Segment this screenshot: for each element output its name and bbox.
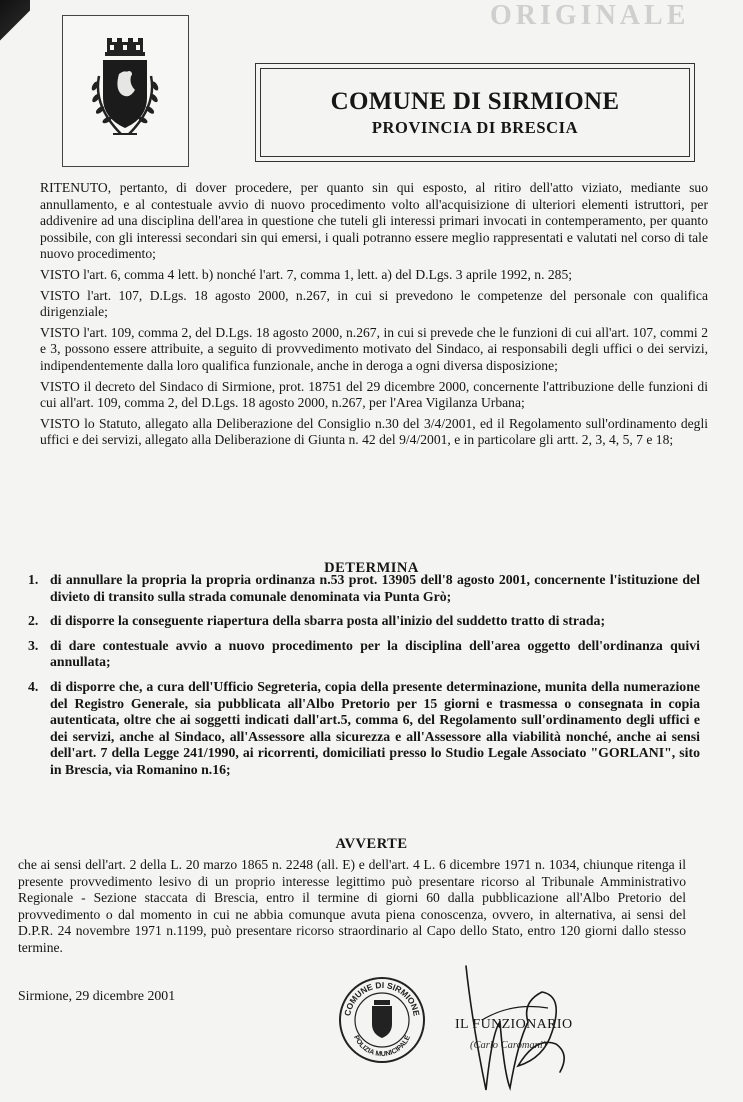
handwritten-signature-icon (452, 962, 582, 1097)
paragraph-visto-4: VISTO il decreto del Sindaco di Sirmione, prot. 18751 del 29 dicembre 2000, concernente l'attribuzione delle funzioni di cui all'art. 109, comma 2, del D.Lgs. 18 agosto 2000, n.267, per l'Area Vigilanza Urbana; (40, 378, 708, 411)
determina-item (28, 572, 700, 605)
preamble (40, 180, 708, 453)
paragraph-ritenuto: RITENUTO, pertanto, di dover procedere, per quanto sin qui esposto, al ritiro dell'atto viziato, mediante suo annullamento, e al contestuale avvio di nuovo procedimento volto all'acquisizione di ulteriori elementi istruttori, per addivenire ad una disciplina dell'area in questione che tuteli gli interessi primari invocati in contemperamento, per quanto possibile, con gli interessi secondari sin qui emersi, i quali potranno essere meglio rappresentati e valutati nel corso di tale nuovo procedimento; (40, 180, 708, 262)
municipality-title: COMUNE DI SIRMIONE (330, 88, 620, 115)
document-date: Sirmione, 29 dicembre 2001 (18, 988, 176, 1003)
paragraph-visto-3: VISTO l'art. 109, comma 2, del D.Lgs. 18 agosto 2000, n.267, in cui si prevede che le funzioni di cui all'art. 107, commi 2 e 3, possono essere attribuite, a seguito di provvedimento motivato del Sindaco, ai responsabili degli uffici o dei servizi, indipendentemente dalla loro qualifica funzionale, anche in deroga a ogni diversa disposizione; (40, 324, 708, 373)
coat-of-arms-frame (62, 15, 189, 167)
avverte-heading: AVVERTE (335, 836, 408, 852)
determina-item (28, 613, 700, 630)
signer-name: (Carlo Caromani) (470, 1040, 547, 1051)
header-frame (255, 63, 695, 162)
paragraph-visto-5: VISTO lo Statuto, allegato alla Deliberazione del Consiglio n.30 del 3/4/2001, ed il Regolamento sull'ordinamento degli uffici e dei servizi, allegato alla Deliberazione di Giunta n. 42 del 9/4/2001, e in particolare gli artt. 2, 3, 4, 5, 7 e 18; (40, 415, 708, 448)
header-inner-frame (260, 68, 690, 157)
item-number: 4. (28, 678, 39, 694)
determina-heading: DETERMINA (324, 560, 419, 576)
item-number: 1. (28, 572, 39, 587)
coat-of-arms-icon (63, 16, 188, 166)
stamp-top-text: COMUNE DI SIRMIONE (342, 979, 422, 1017)
avverte-text: che ai sensi dell'art. 2 della L. 20 marzo 1865 n. 2248 (all. E) e dell'art. 4 L. 6 dicembre 1971 n. 1034, chiunque ritenga il presente provvedimento lesivo di un proprio interesse legittimo può presentare ricorso al Tribunale Amministrativo Regionale - Sezione staccata di Brescia, entro il termine di giorni 60 dalla pubblicazione all'Albo Pretorio del provvedimento o dal momento in cui ne abbia comunque avuta piena conoscenza, ovvero, in alternativa, ai sensi del D.P.R. 24 novembre 1971 n.1199, può presentare ricorso straordinario al Capo dello Stato, entro 120 giorni dallo stesso termine. (18, 857, 686, 955)
item-text: di disporre che, a cura dell'Ufficio Segreteria, copia della presente determinazione, munita della numerazione del Registro Generale, sia pubblicata all'Albo Pretorio per 15 giorni e trasmessa o consegnata in copia autenticata, oltre che ai soggetti indicati dall'art.5, comma 6, del Regolamento sull'ordinamento degli uffici e dei servizi, anche al Sindaco, all'Assessore alla sicurezza e all'Assessore alla viabilità nonché, anche ai sensi dell'art. 7 della Legge 241/1990, ai ricorrenti, domiciliati presso lo Studio Legale Associato "GORLANI", sito in Brescia, via Romanino n.16; (50, 678, 700, 777)
municipal-stamp-icon (338, 976, 426, 1064)
stamp-bottom-text: POLIZIA MUNICIPALE (352, 1034, 412, 1059)
item-number: 2. (28, 613, 39, 629)
determina-item (28, 679, 700, 779)
watermark-text: ORIGINALE (490, 0, 690, 31)
signer-title: IL FUNZIONARIO (455, 1017, 573, 1032)
page-corner-shadow (0, 0, 30, 70)
determina-list (28, 572, 700, 787)
paragraph-visto-1: VISTO l'art. 6, comma 4 lett. b) nonché l'art. 7, comma 1, lett. a) del D.Lgs. 3 aprile 1992, n. 285; (40, 266, 573, 282)
item-text: di annullare la propria la propria ordinanza n.53 prot. 13905 dell'8 agosto 2001, concernente l'istituzione del divieto di transito sulla strada comunale denominata via Punta Grò; (50, 572, 700, 604)
item-text: di disporre la conseguente riapertura della sbarra posta all'inizio del suddetto tratto di strada; (50, 613, 606, 629)
item-number: 3. (28, 637, 39, 653)
province-subtitle: PROVINCIA DI BRESCIA (371, 118, 579, 137)
item-text: di dare contestuale avvio a nuovo procedimento per la disciplina dell'area oggetto dell'ordinanza quivi annullata; (50, 637, 700, 670)
paragraph-visto-2: VISTO l'art. 107, D.Lgs. 18 agosto 2000, n.267, in cui si prevedono le competenze del personale con qualifica dirigenziale; (40, 287, 708, 320)
determina-item (28, 638, 700, 671)
